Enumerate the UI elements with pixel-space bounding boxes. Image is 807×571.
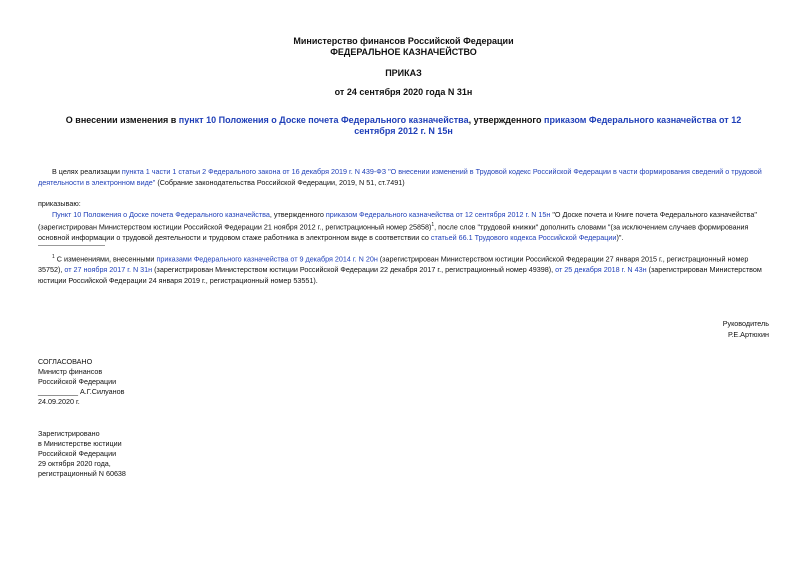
approval-heading: СОГЛАСОВАНО — [38, 357, 93, 366]
approval-date: 24.09.2020 г. — [38, 397, 80, 406]
title-link-regulation[interactable]: пункт 10 Положения о Доске почета Федерального казначейства — [178, 115, 469, 125]
main-paragraph: Пункт 10 Положения о Доске почета Федерального казначейства, утвержденного приказом Федерального казначейства от 12 сентября 2012 г. N 15н "О Доске почета и Книге почета Федерального казначейства" (зарегистрирован Министерством юстиции Российской Федерации 21 ноября 2012 г., регистрационный номер 25858)$^1$, после слов "трудовой книжки" дополнить словами "(за исключением случаев формирования основной информации о трудовой деятельности и трудовом стаже работника в электронном виде в соответствии со статьей 66.1 Трудового кодекса Российской Федерации)". — [38, 210, 757, 243]
footnote-divider — [38, 245, 105, 246]
footnote-marker: 1 — [431, 222, 435, 228]
signature-block — [723, 318, 769, 340]
registration-line-1: Зарегистрировано — [38, 429, 100, 438]
approval-block — [38, 357, 124, 407]
signature-position: Руководитель — [722, 319, 769, 328]
approval-signline: __________ А.Г.Силуанов — [38, 387, 125, 396]
document-title: О внесении изменения в пункт 10 Положения о Доске почета Федерального казначейства, утвержденного приказом Федерального казначейства от 12 сентября 2012 г. N 15н — [65, 115, 742, 136]
registration-line-2: в Министерстве юстиции — [38, 439, 122, 448]
approval-line-1: Министр финансов — [38, 367, 103, 376]
treasury-name: ФЕДЕРАЛЬНОЕ КАЗНАЧЕЙСТВО — [330, 47, 477, 57]
document-date-number: от 24 сентября 2020 года N 31н — [334, 87, 473, 97]
preamble-law-link[interactable]: пункта 1 части 1 статьи 2 Федерального закона от 16 декабря 2019 г. N 439-ФЗ "О внесении изменений в Трудовой кодекс Российской Федерации в части формирования сведений о трудовой деятельности в электронном виде" — [38, 167, 762, 187]
registration-line-5: регистрационный N 60638 — [38, 469, 126, 478]
ministry-name: Министерство финансов Российской Федерации — [293, 36, 514, 46]
title-link-order[interactable]: приказом Федерального казначейства от 12 сентября 2012 г. N 15н — [354, 115, 742, 136]
order-word: приказываю: — [38, 199, 81, 208]
signature-name: Р.Е.Артюхин — [727, 330, 769, 339]
main-link-regulation[interactable]: Пункт 10 Положения о Доске почета Федерального казначейства — [52, 210, 270, 219]
footnote-link-2014[interactable]: приказами Федерального казначейства от 9 декабря 2014 г. N 20н — [156, 254, 378, 264]
approval-line-2: Российской Федерации — [38, 377, 117, 386]
registration-line-4: 29 октября 2020 года, — [38, 459, 111, 468]
registration-line-3: Российской Федерации — [38, 449, 117, 458]
footnote-link-2018[interactable]: от 25 декабря 2018 г. N 43н — [555, 265, 647, 275]
footnote-number: 1 — [52, 254, 55, 260]
main-link-order[interactable]: приказом Федерального казначейства от 12 сентября 2012 г. N 15н — [325, 210, 551, 219]
footnote-text: $^1$ С изменениями, внесенными приказами Федерального казначейства от 9 декабря 2014 г. N 20н (зарегистрирован Министерством юстиции Российской Федерации 27 января 2015 г., регистрационный номер 35752), от 27 ноября 2017 г. N 31н (зарегистрирован Министерством юстиции Российской Федерации 22 декабря 2017 г., регистрационный номер 49398), от 25 декабря 2018 г. N 43н (зарегистрирован Министерством юстиции Российской Федерации 24 января 2019 г., регистрационный номер 53551). — [38, 254, 762, 286]
document-type: ПРИКАЗ — [385, 68, 422, 78]
main-link-labor-code[interactable]: статьей 66.1 Трудового кодекса Российской Федерации — [430, 233, 617, 243]
preamble-paragraph: В целях реализации пункта 1 части 1 статьи 2 Федерального закона от 16 декабря 2019 г. N 439-ФЗ "О внесении изменений в Трудовой кодекс Российской Федерации в части формирования сведений о трудовой деятельности в электронном виде" (Собрание законодательства Российской Федерации, 2019, N 51, ст.7491) — [38, 167, 762, 187]
registration-block — [38, 429, 126, 479]
footnote-link-2017[interactable]: от 27 ноября 2017 г. N 31н — [64, 265, 153, 275]
